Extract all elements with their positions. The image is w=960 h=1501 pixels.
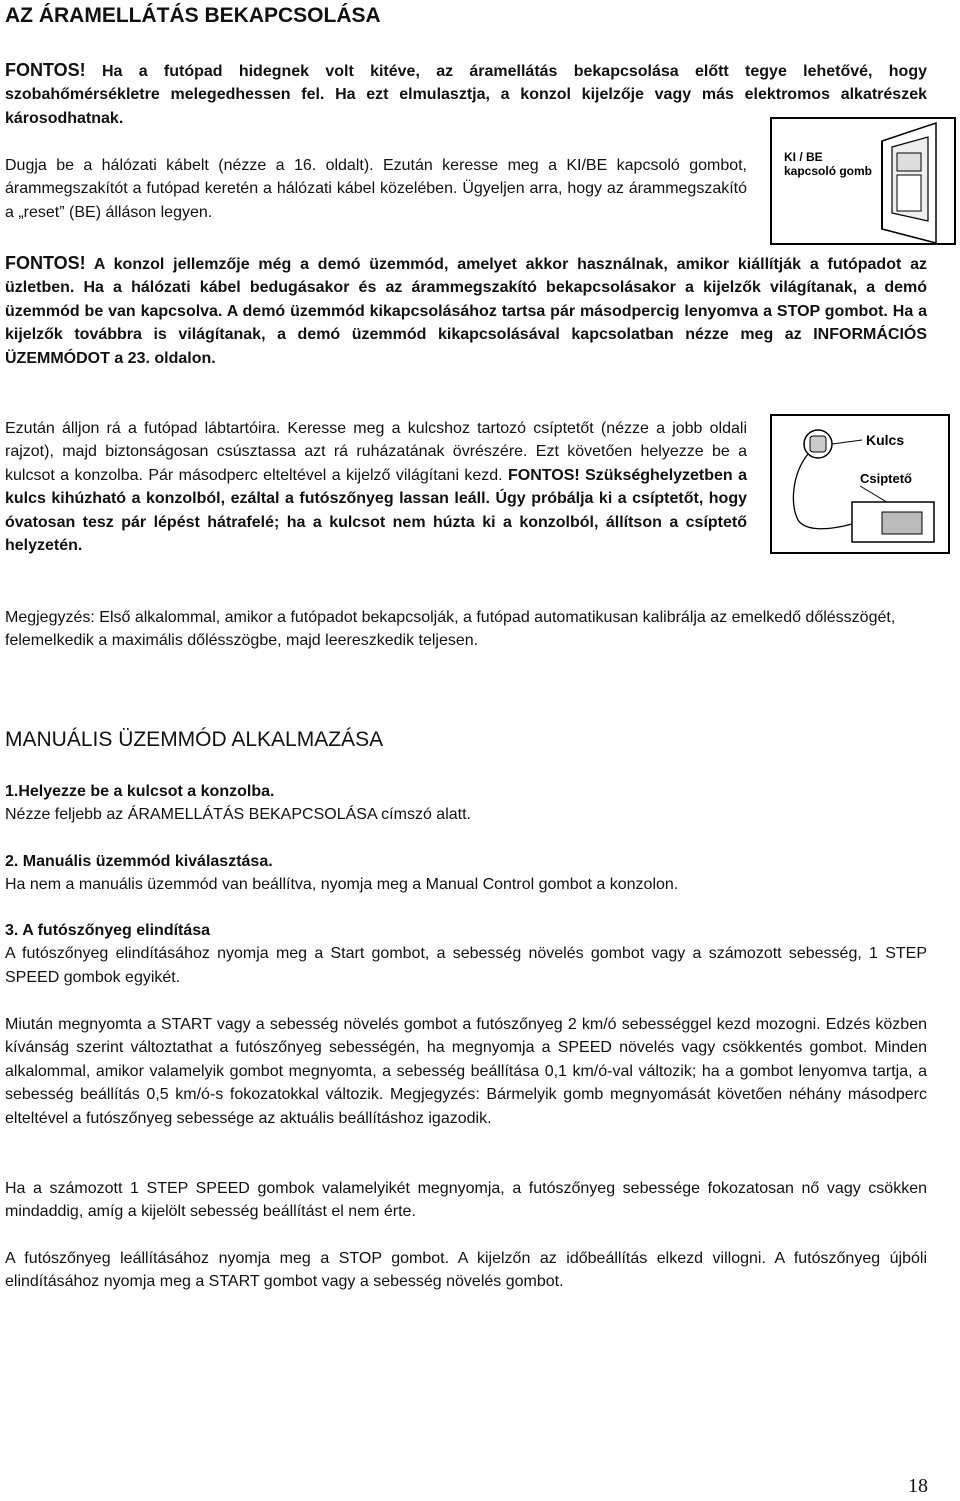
key-label: FONTOS! [508,466,580,484]
key-label-figure: Kulcs [866,432,905,448]
note-paragraph: Megjegyzés: Első alkalommal, amikor a futópadot bekapcsolják, a futópad automatikusan kalibrálja az emelkedő dőlésszögét, felemelkedik a maximális dőlésszögbe, majd leereszkedik teljesen. [5,609,896,650]
key-bold-text: Szükséghelyzetben a kulcs kihúzható a konzolból, ezáltal a futószőnyeg lassan leáll. Úgy próbálja ki a csíptetőt, hogy óvatosan tesz pár lépést hátrafelé; ha a kulcsot nem húzta ki a konzolból, állítson a csíptető helyzetén. [5,466,747,555]
key-text: Ezután álljon rá a futópad lábtartóira. Keresse meg a kulcshoz tartozó csíptetőt (nézze a jobb oldali rajzot), majd biztonságosan csúsztassa azt rá ruházatának övrészére. Ezt követően helyezze be a kulcsot a konzolba. Pár másodperc elteltével a kijelző világítani kezd. [5,420,747,484]
demo-label: FONTOS! [5,253,86,273]
step2-title-text: 2. Manuális üzemmód kiválasztása. [5,853,273,870]
power-switch-figure [770,117,956,245]
switch-label-onoff: KI / BE [784,150,823,164]
step1-title [5,780,930,803]
section-title-power-on: AZ ÁRAMELLÁTÁS BEKAPCSOLÁSA [5,4,381,27]
stop-paragraph: A futószőnyeg leállításához nyomja meg a STOP gombot. A kijelzőn az időbeállítás elkezd villogni. A futószőnyeg újbóli elindításához nyomja meg a START gombot vagy a sebesség növelés gombot. [5,1250,927,1291]
step2-text: Ha nem a manuális üzemmód van beállítva, nyomja meg a Manual Control gombot a konzolon. [5,876,679,894]
key-clip-illustration [770,414,950,554]
demo-mode-paragraph [5,252,927,370]
step-speed-paragraph: Ha a számozott 1 STEP SPEED gombok valamelyikét megnyomja, a futószőnyeg sebessége fokozatosan nő vagy csökken mindaddig, amíg a kijelölt sebesség beállítást el nem érte. [5,1180,927,1221]
section-title-manual-mode: MANUÁLIS ÜZEMMÓD ALKALMAZÁSA [5,728,384,751]
step1-text: Nézze feljebb az ÁRAMELLÁTÁS BEKAPCSOLÁSA címszó alatt. [5,806,471,824]
clip-label-figure: Csiptető [860,471,912,486]
warning-label: FONTOS! [5,60,86,80]
key-paragraph [5,417,747,557]
power-switch-illustration [770,117,956,245]
switch-label-button: kapcsoló gomb [784,164,873,178]
demo-text: A konzol jellemzője még a demó üzemmód, amelyet akkor használnak, amikor kiállítják a futópadot az üzletben. Ha a hálózati kábel bedugásakor és az árammegszakító bekapcsolásakor a kijelzők világítanak, a demó üzemmód be van kapcsolva. A demó üzemmód kikapcsolásához tartsa pár másodpercig lenyomva a STOP gombot. Ha a kijelzők továbbra is világítanak, a demó üzemmód kikapcsolásával kapcsolatban nézze meg az INFORMÁCIÓS ÜZEMMÓDOT a 23. oldalon. [5,256,927,367]
step3-text: A futószőnyeg elindításához nyomja meg a Start gombot, a sebesség növelés gombot vagy a számozott sebesség, 1 STEP SPEED gombok egyikét. [5,945,927,986]
plug-in-paragraph: Dugja be a hálózati kábelt (nézze a 16. oldalt). Ezután keresse meg a KI/BE kapcsoló gombot, árammegszakítót a futópad keretén a hálózati kábel közelében. Ügyeljen arra, hogy az árammegszakító a „reset” (BE) álláson legyen. [5,157,747,221]
speed-paragraph: Miután megnyomta a START vagy a sebesség növelés gombot a futószőnyeg 2 km/ó sebességgel kezd mozogni. Edzés közben kívánság szerint változtathat a futószőnyeg sebességén, ha megnyomja a SPEED növelés vagy csökkentés gombot. Minden alkalommal, amikor valamelyik gombot megnyomta, a sebesség beállítása 0,1 km/ó-val változik; ha a gombot lenyomva tartja, a sebesség beállítás 0,5 km/ó-s fokozatokkal változik. Megjegyzés: Bármelyik gomb megnyomását követően néhány másodperc elteltével a futószőnyeg sebessége az aktuális beállításhoz igazodik. [5,1016,927,1127]
page-number: 18 [908,1475,928,1497]
key-clip-figure [770,414,950,554]
step3-title-text: 3. A futószőnyeg elindítása [5,922,211,939]
warning-text: Ha a futópad hidegnek volt kitéve, az áramellátás bekapcsolása előtt tegye lehetővé, hogy szobahőmérsékletre melegedhessen fel. Ha ezt elmulasztja, a konzol kijelzője vagy más elektromos alkatrészek károsodhatnak. [5,63,927,127]
step3-title [5,919,927,942]
step2-title [5,850,930,873]
step1-title-text: 1.Helyezze be a kulcsot a konzolba. [5,783,275,800]
